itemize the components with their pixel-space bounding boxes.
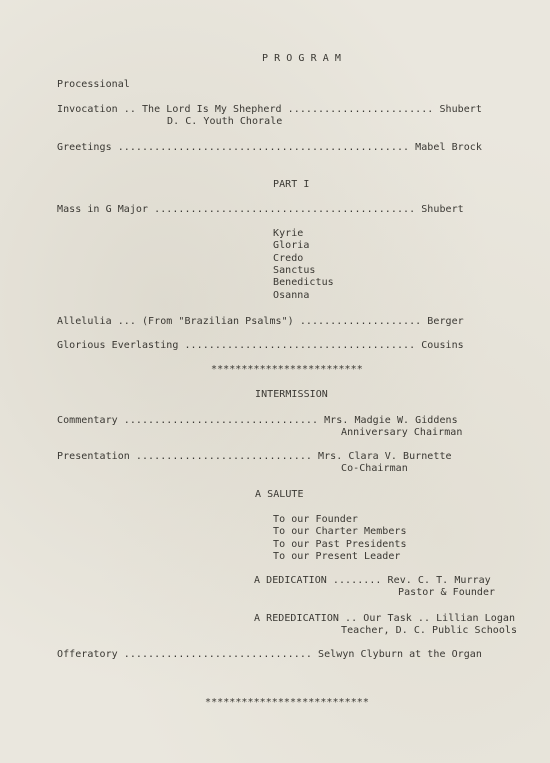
mass-movement: Osanna xyxy=(273,290,310,301)
dedication-role: Pastor & Founder xyxy=(398,587,496,598)
dedication-line: A DEDICATION ........ Rev. C. T. Murray xyxy=(254,575,491,586)
presentation-role: Co-Chairman xyxy=(341,463,408,474)
divider-stars: *************************** xyxy=(205,697,369,708)
divider-stars: ************************* xyxy=(211,364,363,375)
greetings-line: Greetings ................................................ Mabel Brock xyxy=(57,142,482,153)
rededication-role: Teacher, D. C. Public Schools xyxy=(341,625,518,636)
salute-item: To our Present Leader xyxy=(273,551,401,562)
mass-movement: Benedictus xyxy=(273,277,334,288)
invocation-performer: D. C. Youth Chorale xyxy=(167,116,283,127)
glorious-everlasting-line: Glorious Everlasting ...................................... Cousins xyxy=(57,340,464,351)
salute-heading: A SALUTE xyxy=(255,489,304,500)
processional-line: Processional xyxy=(57,79,130,90)
mass-movement: Sanctus xyxy=(273,265,316,276)
commentary-line: Commentary ................................ Mrs. Madgie W. Giddens xyxy=(57,415,458,426)
allelulia-line: Allelulia ... (From "Brazilian Psalms") .................... Berger xyxy=(57,316,464,327)
invocation-line: Invocation .. The Lord Is My Shepherd ........................ Shubert xyxy=(57,104,482,115)
salute-item: To our Charter Members xyxy=(273,526,407,537)
presentation-line: Presentation ............................. Mrs. Clara V. Burnette xyxy=(57,451,452,462)
mass-line: Mass in G Major ........................................... Shubert xyxy=(57,204,464,215)
mass-movement: Gloria xyxy=(273,240,310,251)
mass-movement: Kyrie xyxy=(273,228,304,239)
mass-movement: Credo xyxy=(273,253,304,264)
salute-item: To our Past Presidents xyxy=(273,539,407,550)
part-one-heading: PART I xyxy=(273,179,310,190)
rededication-line: A REDEDICATION .. Our Task .. Lillian Logan xyxy=(254,613,516,624)
offeratory-line: Offeratory ............................... Selwyn Clyburn at the Organ xyxy=(57,649,482,660)
salute-item: To our Founder xyxy=(273,514,358,525)
commentary-role: Anniversary Chairman xyxy=(341,427,463,438)
intermission-heading: INTERMISSION xyxy=(255,389,328,400)
program-title: P R O G R A M xyxy=(262,53,341,64)
